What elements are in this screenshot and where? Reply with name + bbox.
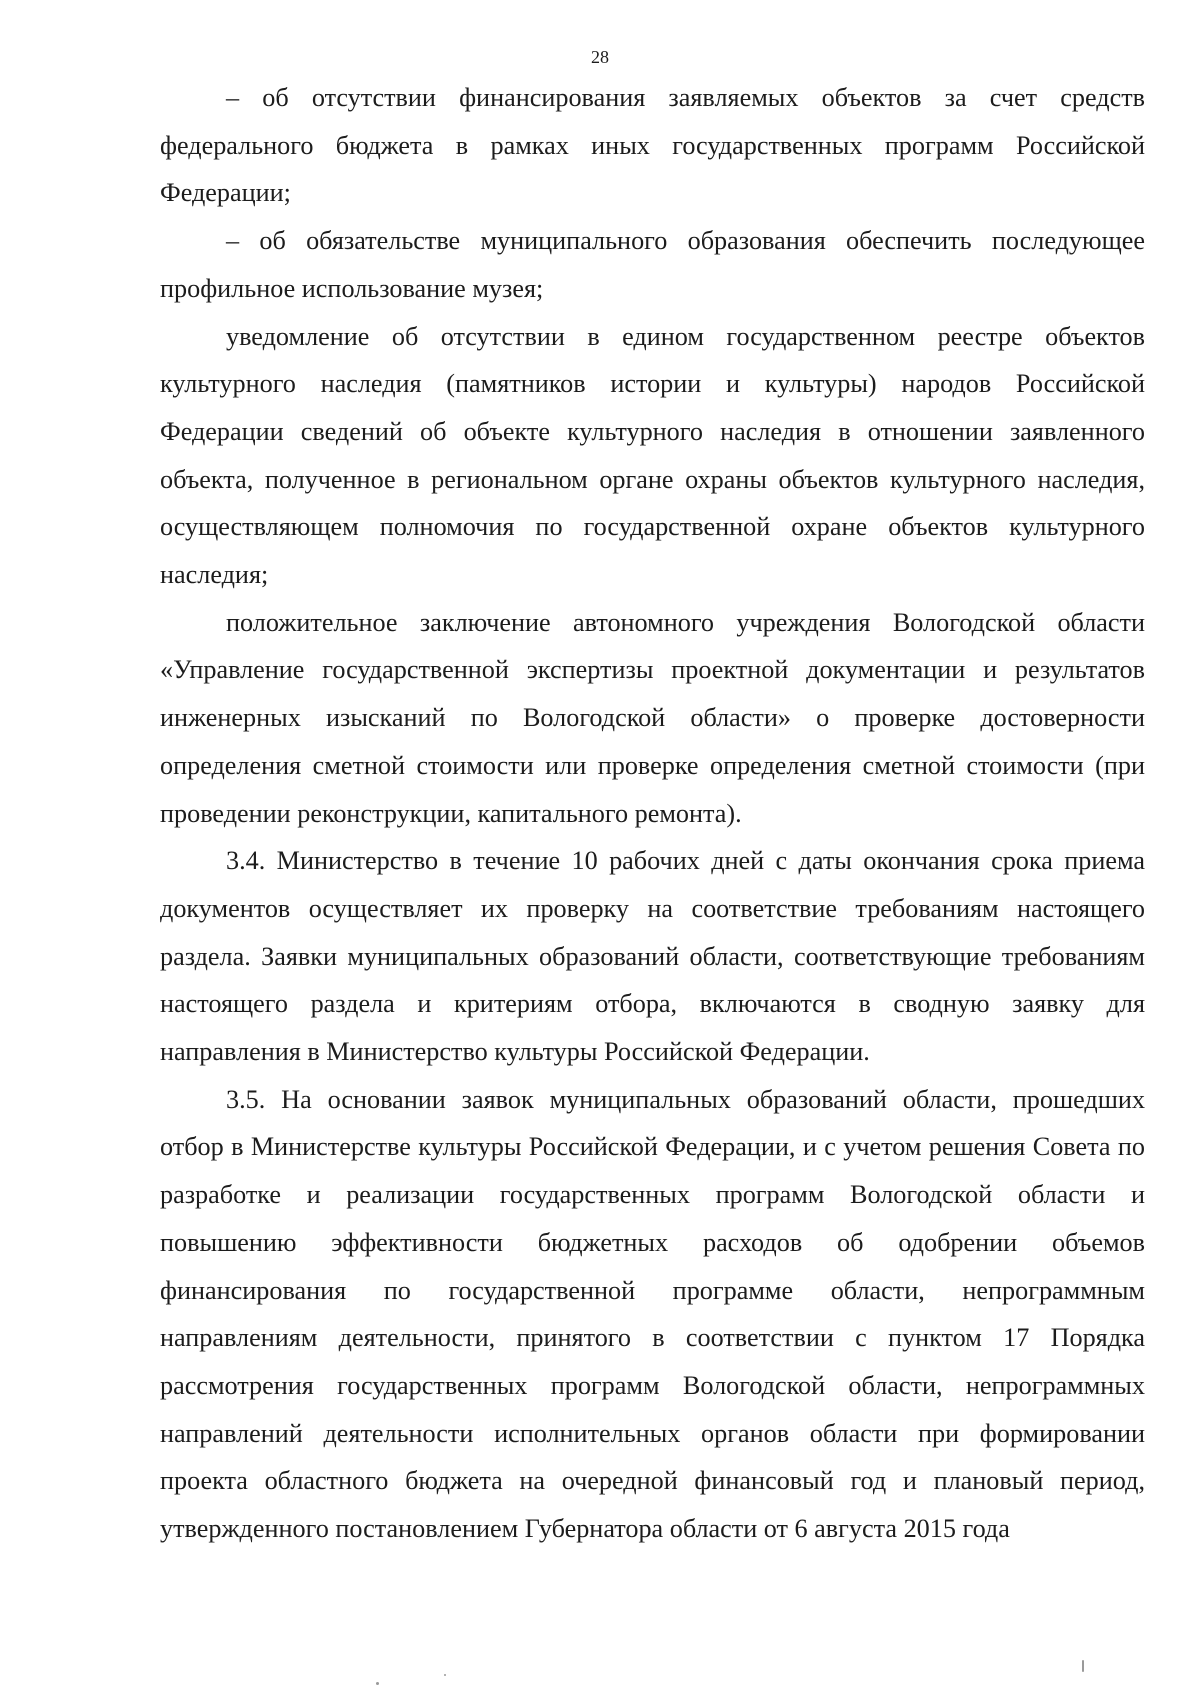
paragraph-heritage-registry-notice: уведомление об отсутствии в едином государственном реестре объектов культурного наследия (памятников истории и культуры) народов Российской Федерации сведений об объекте культурного наследия в отношении заявленного объекта, полученное в региональном органе охраны объектов культурного наследия, осуществляющем полномочия по государственной охране объектов культурного наследия; — [160, 321, 1145, 590]
paragraph-3-4: 3.4. Министерство в течение 10 рабочих дней с даты окончания срока приема документов осуществляет их проверку на соответствие требованиям настоящего раздела. Заявки муниципальных образований области, соответствующие требованиям настоящего раздела и критериям отбора, включаются в сводную заявку для направления в Министерство культуры Российской Федерации. — [160, 846, 1145, 1067]
paragraph-museum-use-obligation: – об обязательстве муниципального образования обеспечить последующее профильное использование музея; — [160, 226, 1145, 303]
paragraph-no-federal-funding: – об отсутствии финансирования заявляемых объектов за счет средств федерального бюджета в рамках иных государственных программ Российской Федерации; — [160, 83, 1145, 208]
document-body — [160, 74, 1145, 1553]
scan-speck — [376, 1682, 379, 1685]
page-number: 28 — [591, 47, 609, 67]
scan-speck — [444, 1674, 446, 1676]
scan-speck — [1082, 1660, 1084, 1672]
paragraph-expertise-conclusion: положительное заключение автономного учреждения Вологодской области «Управление государственной экспертизы проектной документации и результатов инженерных изысканий по Вологодской области» о проверке достоверности определения сметной стоимости или проверке определения сметной стоимости (при проведении реконструкции, капитального ремонта). — [160, 607, 1145, 828]
paragraph-3-5: 3.5. На основании заявок муниципальных образований области, прошедших отбор в Министерстве культуры Российской Федерации, и с учетом решения Совета по разработке и реализации государственных программ Вологодской области и повышению эффективности бюджетных расходов об одобрении объемов финансирования по государственной программе области, непрограммным направлениям деятельности, принятого в соответствии с пунктом 17 Порядка рассмотрения государственных программ Вологодской области, непрограммных направлений деятельности исполнительных органов области при формировании проекта областного бюджета на очередной финансовый год и плановый период, утвержденного постановлением Губернатора области от 6 августа 2015 года — [160, 1084, 1145, 1544]
